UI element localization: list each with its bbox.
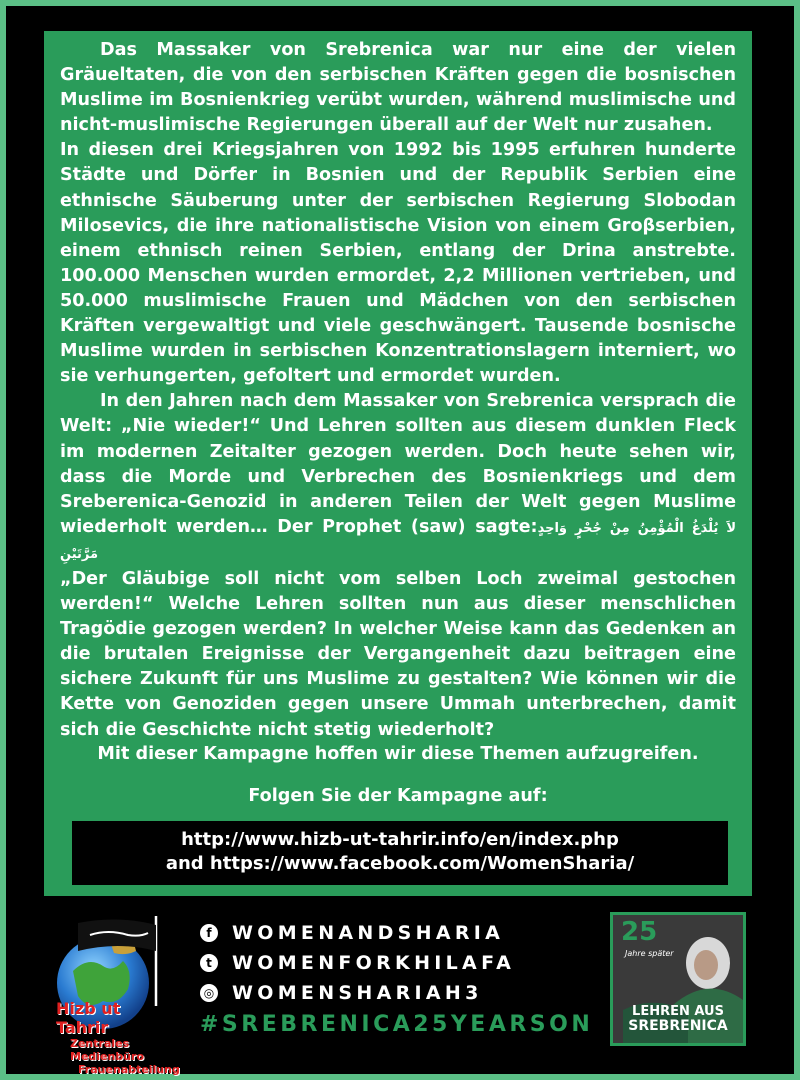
social-row-twitter[interactable] (200, 948, 593, 978)
instagram-handle: WOMENSHARIAH3 (232, 982, 483, 1004)
main-text-panel (44, 31, 752, 896)
campaign-line: Mit dieser Kampagne hoffen wir diese Themen aufzugreifen. (97, 744, 699, 764)
instagram-icon: ◎ (200, 984, 218, 1002)
facebook-icon: f (200, 924, 218, 942)
website-link[interactable]: http://www.hizb-ut-tahrir.info/en/index.php (181, 829, 619, 850)
facebook-handle: WOMENANDSHARIA (232, 922, 505, 944)
badge-number: 25 (621, 917, 658, 947)
badge-line1: LEHREN AUS (632, 1004, 724, 1019)
logo-name: Hizb ut Tahrir (56, 999, 121, 1037)
campaign-badge (610, 912, 746, 1046)
social-row-instagram[interactable] (200, 978, 593, 1008)
follow-line: Folgen Sie der Kampagne auf: (248, 786, 548, 806)
article-body (60, 38, 736, 743)
paragraph-2: In diesen drei Kriegsjahren von 1992 bis 1995 erfuhren hunderte Städte und Dörfer in Bosnien und der Republik Serbien eine ethnische Säuberung unter der serbischen Regierung Slobodan Milosevics, die ihre nationalistische Vision von einem Groβserbien, einem ethnisch reinen Serbien, entlang der Drina anstrebte. 100.000 Menschen wurden ermordet, 2,2 Millionen vertrieben, und 50.000 muslimische Frauen und Mädchen von den serbischen Kräften vergewaltigt und viele geschwängert. Tausende bosnische Muslime wurden in serbischen Konzentrationslagern interniert, wo sie verhungerten, gefoltert und ermordet wurden. (60, 140, 736, 387)
twitter-handle: WOMENFORKHILAFA (232, 952, 516, 974)
facebook-link[interactable]: and https://www.facebook.com/WomenSharia/ (165, 853, 635, 874)
paragraph-3 (60, 389, 736, 567)
logo-text (48, 999, 178, 1076)
links-box (72, 821, 728, 885)
logo-line3: Frauenabteilung (78, 1063, 180, 1076)
twitter-icon: t (200, 954, 218, 972)
paragraph-4: „Der Gläubige soll nicht vom selben Loch zweimal gestochen werden!“ Welche Lehren sollten nun aus dieser menschlichen Tragödie gezogen werden? In welcher Weise kann das Gedenken an die brutalen Ereignisse der Vergangenheit dazu beitragen eine sichere Zukunft für uns Muslime zu gestalten? Wie können wir die Kette von Genoziden gegen unsere Ummah unterbrechen, damit sich die Geschichte nicht stetig wiederholt? (60, 568, 736, 740)
paragraph-1: Das Massaker von Srebrenica war nur eine der vielen Gräueltaten, die von den serbischen Kräften gegen die bosnischen Muslime im Bosnienkrieg verübt wurden, während muslimische und nicht-muslimische Regierungen überall auf der Welt nur zusahen. (60, 40, 736, 136)
social-links (200, 918, 593, 1037)
social-row-facebook[interactable] (200, 918, 593, 948)
campaign-hashtag: #SREBRENICA25YEARSON (200, 1012, 594, 1037)
arabic-hadith: لاَ يُلْدَغُ الْمُؤْمِنُ مِنْ جُحْرٍ وَاحِدٍ مَرَّتَيْنِ (60, 520, 737, 562)
paragraph-3-text: In den Jahren nach dem Massaker von Srebrenica versprach die Welt: „Nie wieder!“ Und Lehren sollten aus diesem dunklen Fleck im modernen Zeitalter gezogen werden. Doch heute sehen wir, dass die Morde und Verbrechen des Bosnienkriegs und dem Sreberenica-Genozid in anderen Teilen der Welt gegen Muslime wiederholt werden… Der Prophet (saw) sagte: (60, 391, 736, 537)
badge-subtitle: Jahre später (625, 949, 674, 958)
hizb-ut-tahrir-logo (48, 911, 180, 1076)
badge-line2: SREBRENICA (628, 1018, 728, 1034)
logo-line2: Zentrales Medienbüro (70, 1037, 145, 1063)
